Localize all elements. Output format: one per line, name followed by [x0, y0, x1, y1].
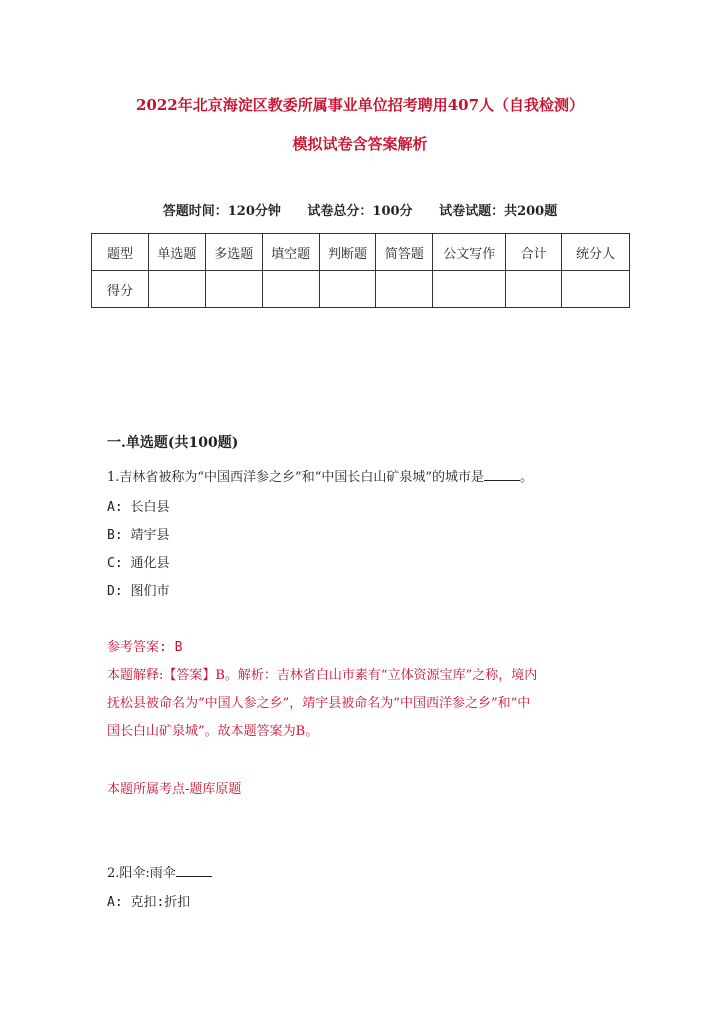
question-1-stem-text: 1.吉林省被称为“中国西洋参之乡”和“中国长白山矿泉城”的城市是	[107, 470, 484, 485]
exam-time: 答题时间：120分钟	[162, 204, 281, 219]
question-1-option-a: A: 长白县	[107, 500, 170, 515]
question-2-stem	[107, 862, 212, 881]
section-heading: 一.单选题(共100题)	[107, 435, 239, 451]
score-cell	[376, 271, 433, 308]
score-header-cell: 简答题	[376, 234, 433, 271]
question-2-option-a: A: 克扣:折扣	[107, 895, 191, 910]
question-1-option-d: D: 图们市	[107, 584, 170, 599]
question-2-stem-text: 2.阳伞:雨伞	[107, 866, 176, 881]
exam-meta	[0, 200, 720, 219]
score-cell	[205, 271, 262, 308]
score-header-cell: 判断题	[319, 234, 376, 271]
question-1-explanation-line-2: 抚松县被命名为“中国人参之乡”，靖宇县被命名为“中国西洋参之乡”和“中	[107, 696, 531, 711]
document-title-line-2: 模拟试卷含答案解析	[292, 135, 428, 153]
score-header-cell: 公文写作	[433, 234, 506, 271]
score-table-score-row	[92, 271, 630, 308]
exam-question-count: 试卷试题：共200题	[439, 204, 558, 219]
score-header-cell: 题型	[92, 234, 149, 271]
score-header-cell: 单选题	[148, 234, 205, 271]
score-table	[91, 233, 630, 308]
answer-blank	[484, 469, 520, 481]
exam-total-score: 试卷总分：100分	[307, 204, 413, 219]
score-cell	[433, 271, 506, 308]
document-title-line-1: 2022年北京海淀区教委所属事业单位招考聘用407人（自我检测）	[135, 96, 585, 114]
score-cell	[148, 271, 205, 308]
score-cell	[562, 271, 630, 308]
question-1-stem	[107, 466, 533, 485]
question-1-option-b: B: 靖宇县	[107, 528, 170, 543]
score-cell	[319, 271, 376, 308]
score-header-cell: 统分人	[562, 234, 630, 271]
score-cell	[506, 271, 562, 308]
question-1-explanation-line-3: 国长白山矿泉城”。故本题答案为B。	[107, 724, 319, 739]
score-cell	[262, 271, 319, 308]
score-header-cell: 多选题	[205, 234, 262, 271]
score-table-header-row	[92, 234, 630, 271]
question-1-option-c: C: 通化县	[107, 556, 170, 571]
question-1-stem-end: 。	[520, 470, 534, 485]
score-header-cell: 填空题	[262, 234, 319, 271]
score-row-label: 得分	[92, 271, 149, 308]
score-header-cell: 合计	[506, 234, 562, 271]
question-1-answer: 参考答案: B	[107, 640, 183, 655]
question-1-knowledge-point: 本题所属考点-题库原题	[107, 782, 242, 797]
question-1-explanation-line-1: 本题解释:【答案】B。解析：吉林省白山市素有“立体资源宝库”之称，境内	[107, 668, 538, 683]
answer-blank	[176, 865, 212, 877]
